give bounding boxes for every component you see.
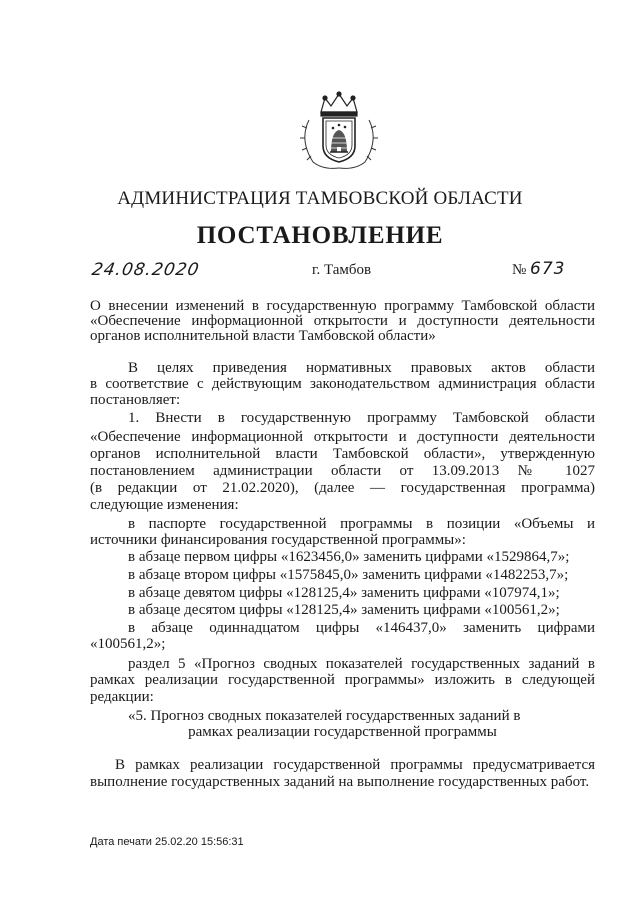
body-line: 1. Внести в государственную программу Тамбовской области xyxy=(128,410,595,426)
body-line: рамках реализации государственной программы» изложить в следующей xyxy=(90,672,595,688)
body-line: следующие изменения: xyxy=(90,497,239,513)
coat-of-arms-emblem xyxy=(295,90,383,170)
body-line: источники финансирования государственной программы»: xyxy=(90,532,466,548)
print-date: Дата печати 25.02.20 15:56:31 xyxy=(90,836,244,848)
body-line: В рамках реализации государственной программы предусматривается xyxy=(115,757,595,773)
body-line: в абзаце одиннадцатом цифры «146437,0» заменить цифрами xyxy=(128,620,595,636)
body-line: в абзаце втором цифры «1575845,0» заменить цифрами «1482253,7»; xyxy=(128,567,569,583)
number-label: № xyxy=(512,262,527,278)
section-heading-line: рамках реализации государственной программы xyxy=(188,724,497,740)
body-line: выполнение государственных заданий на выполнение государственных работ. xyxy=(90,774,590,790)
handwritten-date: 24.08.2020 xyxy=(90,260,202,280)
body-line: раздел 5 «Прогноз сводных показателей государственных заданий в xyxy=(128,656,595,672)
body-line: органов исполнительной власти Тамбовской области», утвержденную xyxy=(90,446,595,462)
body-line: постановляет: xyxy=(90,392,181,408)
body-line: в паспорте государственной программы в позиции «Объемы и xyxy=(128,516,595,532)
handwritten-number: 673 xyxy=(530,259,566,279)
body-line: в абзаце первом цифры «1623456,0» заменить цифрами «1529864,7»; xyxy=(128,549,570,565)
body-line: редакции: xyxy=(90,689,154,705)
body-line: в абзаце десятом цифры «128125,4» заменить цифрами «100561,2»; xyxy=(128,602,560,618)
subject-line: «Обеспечение информационной открытости и доступности деятельности xyxy=(90,313,595,329)
organization-name: АДМИНИСТРАЦИЯ ТАМБОВСКОЙ ОБЛАСТИ xyxy=(117,188,523,209)
body-line: постановлением администрации области от 13.09.2013 № 1027 xyxy=(90,463,595,479)
city-label: г. Тамбов xyxy=(312,262,372,278)
body-line: «Обеспечение информационной открытости и доступности деятельности xyxy=(90,429,595,445)
subject-line: О внесении изменений в государственную программу Тамбовской области xyxy=(90,298,595,314)
body-line: В целях приведения нормативных правовых актов области xyxy=(128,360,595,376)
body-line: в абзаце девятом цифры «128125,4» заменить цифрами «107974,1»; xyxy=(128,585,560,601)
subject-line: органов исполнительной власти Тамбовской области» xyxy=(90,328,436,344)
body-line: в соответствие с действующим законодательством администрация области xyxy=(90,376,595,392)
body-line: «100561,2»; xyxy=(90,636,166,652)
document-type-title: ПОСТАНОВЛЕНИЕ xyxy=(196,222,444,249)
body-line: (в редакции от 21.02.2020), (далее — государственная программа) xyxy=(90,480,595,496)
section-heading-line: «5. Прогноз сводных показателей государственных заданий в xyxy=(128,708,521,724)
